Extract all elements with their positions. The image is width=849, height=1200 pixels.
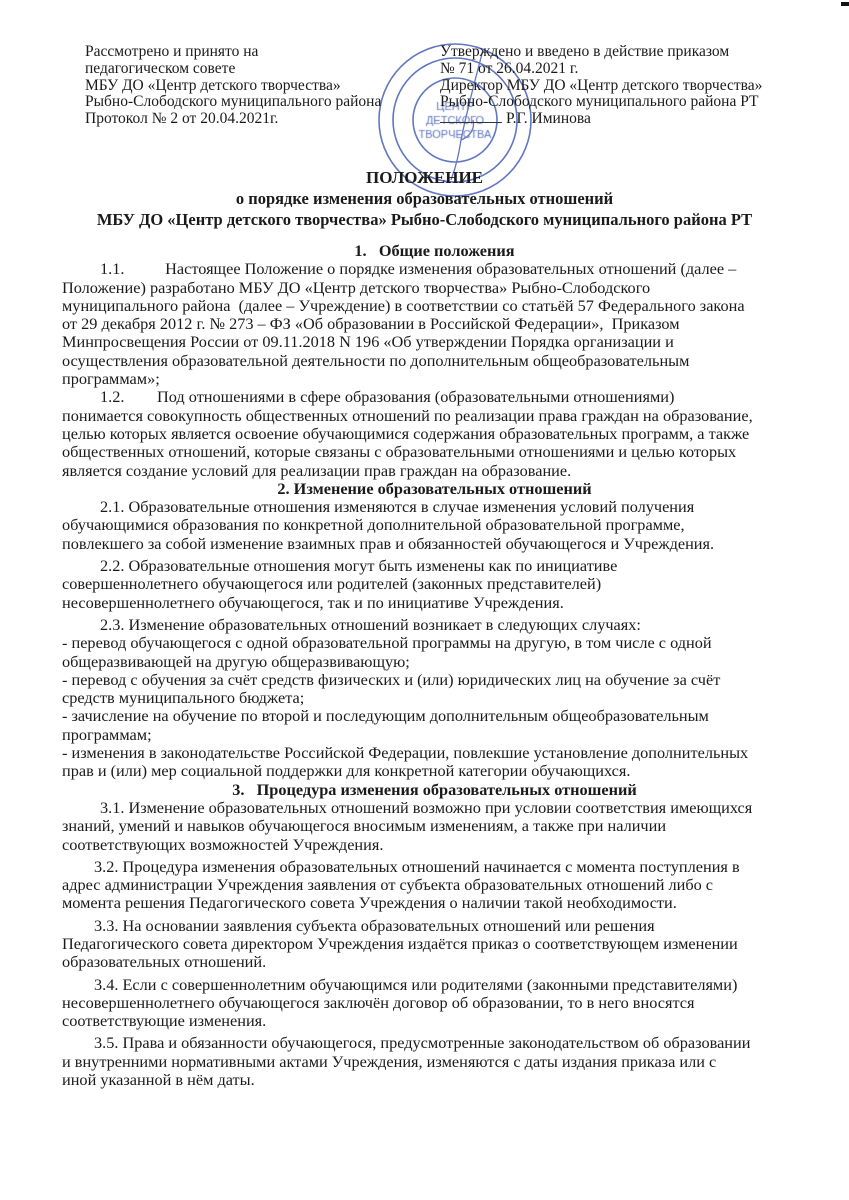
text-line: прав и (или) мер социальной поддержки для конкретной категории обучающихся. xyxy=(62,761,631,781)
text-line: 3.3. На основании заявления субъекта образовательных отношений или решения xyxy=(94,915,655,935)
text-line: 2.3. Изменение образовательных отношений возникает в следующих случаях: xyxy=(100,614,641,634)
paragraph xyxy=(62,616,807,781)
text-line: совершеннолетнего обучающегося или родителей (законных представителей) xyxy=(62,574,602,594)
text-line: 3.2. Процедура изменения образовательных отношений начинается с момента поступления в xyxy=(94,856,740,876)
approval-line-signature xyxy=(440,111,762,128)
document-title: ПОЛОЖЕНИЕ xyxy=(366,168,483,187)
text-line: знаний, умений и навыков обучающегося вносимым изменениям, а также при наличии xyxy=(62,816,667,836)
document-subtitle-org: МБУ ДО «Центр детского творчества» Рыбно-Слободского муниципального района РТ xyxy=(96,210,753,229)
section-heading xyxy=(62,781,807,799)
approval-block-director xyxy=(440,44,762,128)
approval-block-council xyxy=(85,44,381,128)
text-line: понимается совокупность общественных отношений по реализации права граждан на образование, xyxy=(62,405,753,425)
text-line: - зачисление на обучение по второй и последующим дополнительным общеобразовательным xyxy=(62,706,709,726)
text-line: повлекшего за собой изменение взаимных прав и обязанностей обучающегося и Учреждения. xyxy=(62,533,715,553)
approval-line: Протокол № 2 от 20.04.2021г. xyxy=(85,110,279,128)
paragraph xyxy=(62,557,807,612)
approval-line: Рассмотрено и принято на xyxy=(85,43,259,60)
text-line: от 29 декабря 2012 г. № 273 – ФЗ «Об образовании в Российской Федерации», Приказом xyxy=(62,314,680,334)
text-line: 3.1. Изменение образовательных отношений возможно при условии соответствия имеющихся xyxy=(100,797,753,817)
text-line: программам; xyxy=(62,724,152,744)
director-name: Р.Г. Иминова xyxy=(506,110,591,128)
text-line: обучающимися образования по конкретной дополнительной образовательной программе, xyxy=(62,515,685,535)
approval-line: № 71 от 26.04.2021 г. xyxy=(440,59,579,77)
text-line: 2. Изменение образовательных отношений xyxy=(277,478,592,498)
text-line: - изменения в законодательстве Российской Федерации, повлекшие установление дополнительных xyxy=(62,743,749,763)
text-line: - перевод обучающегося с одной образовательной программы на другую, в том числе с одной xyxy=(62,633,712,653)
text-line: образовательных отношений. xyxy=(62,952,267,972)
text-line: 1. Общие положения xyxy=(354,241,515,260)
text-line: 3.4. Если с совершеннолетним обучающимся или родителями (законными представителями) xyxy=(94,974,738,994)
text-line: и внутренними нормативными актами Учреждения, изменяются с даты издания приказа или с xyxy=(62,1051,717,1071)
text-line: 3.5. Права и обязанности обучающегося, предусмотренные законодательством об образовании xyxy=(94,1033,751,1053)
approval-line: Рыбно-Слободского муниципального района xyxy=(85,93,382,111)
text-line: момента решения Педагогического совета Учреждения о наличии такой необходимости. xyxy=(62,893,677,913)
paragraph xyxy=(62,1034,807,1089)
text-line: - перевод с обучения за счёт средств физических и (или) юридических лиц на обучение за счёт xyxy=(62,669,721,689)
text-line: является создание условий для реализации прав граждан на образование. xyxy=(62,460,572,480)
approval-line: МБУ ДО «Центр детского творчества» xyxy=(85,76,341,94)
paragraph xyxy=(62,260,807,388)
section-heading xyxy=(62,242,807,260)
text-line: 2.1. Образовательные отношения изменяются в случае изменения условий получения xyxy=(100,497,695,517)
text-line: иной указанной в нём даты. xyxy=(62,1070,255,1090)
paragraph xyxy=(62,858,807,913)
text-line: несовершеннолетнего обучающегося, так и по инициативе Учреждения. xyxy=(62,592,564,612)
text-line: целью которых является освоение обучающимися содержания образовательных программ, а также xyxy=(62,423,750,443)
document-subtitle: о порядке изменения образовательных отношений xyxy=(235,189,614,208)
text-line: Педагогического совета директором Учреждения издаётся приказ о соответствующем изменении xyxy=(62,933,738,953)
paragraph xyxy=(62,799,807,854)
document-body xyxy=(62,242,807,1089)
approval-line: Рыбно-Слободского муниципального района РТ xyxy=(440,93,759,111)
text-line: 3. Процедура изменения образовательных отношений xyxy=(232,779,637,799)
text-line: общеразвивающей на другую общеразвивающую; xyxy=(62,651,410,671)
paragraph xyxy=(62,388,807,479)
text-line: соответствующих возможностей Учреждения. xyxy=(62,834,384,854)
text-line: программам»; xyxy=(62,369,160,389)
text-line: 1.1. Настоящее Положение о порядке изменения образовательных отношений (далее – xyxy=(100,259,737,279)
text-line: муниципального района (далее – Учреждение) в соответствии со статьёй 57 Федерального закона xyxy=(62,295,745,315)
paragraph xyxy=(62,498,807,553)
text-line: осуществления образовательной деятельности по дополнительным общеобразовательным xyxy=(62,350,690,370)
text-line: 1.2. Под отношениями в сфере образования (образовательными отношениями) xyxy=(100,387,675,407)
text-line: несовершеннолетнего обучающегося заключён договор об образовании, то в него вносятся xyxy=(62,992,695,1012)
approval-line: Директор МБУ ДО «Центр детского творчества» xyxy=(440,76,763,94)
signature-line xyxy=(440,122,502,123)
text-line: Минпросвещения России от 09.11.2018 N 196 «Об утверждении Порядка организации и xyxy=(62,332,674,352)
section-heading xyxy=(62,480,807,498)
text-line: Положение) разработано МБУ ДО «Центр детского творчества» Рыбно-Слободского xyxy=(62,277,651,297)
text-line: 2.2. Образовательные отношения могут быть изменены как по инициативе xyxy=(100,556,618,576)
paragraph xyxy=(62,917,807,972)
approval-line: педагогическом совете xyxy=(85,59,236,77)
paragraph xyxy=(62,976,807,1031)
approval-line: Утверждено и введено в действие приказом xyxy=(440,43,730,60)
text-line: общественных отношений, которые связаны с образовательными отношениями и целью которых xyxy=(62,442,737,462)
text-line: адрес администрации Учреждения заявления от субъекта образовательных отношений либо с xyxy=(62,875,714,895)
scan-mark xyxy=(841,2,849,6)
text-line: соответствующие изменения. xyxy=(62,1011,267,1031)
text-line: средств муниципального бюджета; xyxy=(62,688,305,708)
